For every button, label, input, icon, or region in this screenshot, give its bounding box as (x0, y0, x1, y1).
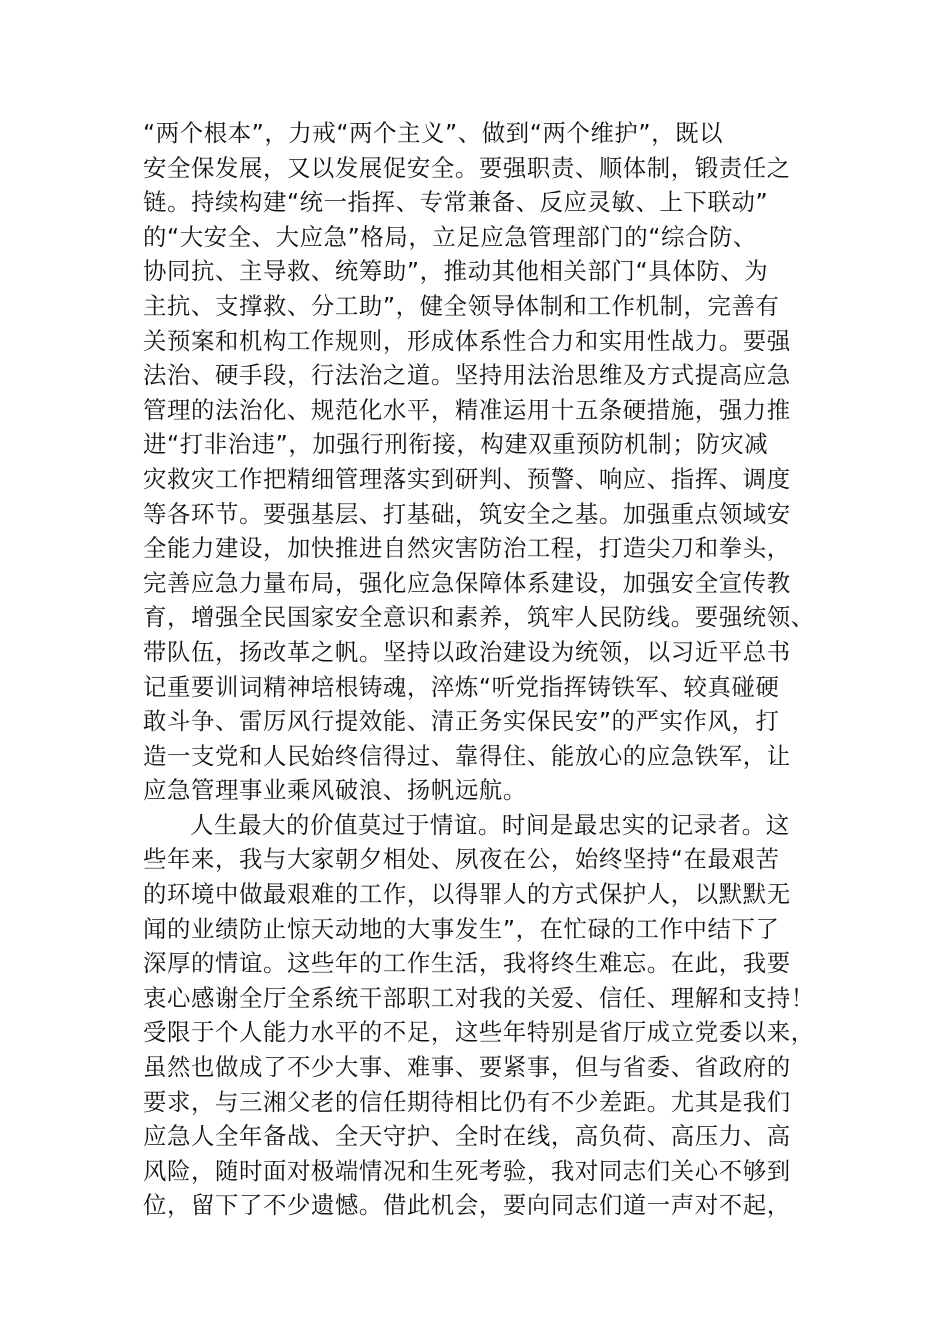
text-line: 闻的业绩防止惊天动地的大事发生”，在忙碌的工作中结下了 (143, 914, 780, 943)
text-line: 法治、硬手段，行法治之道。坚持用法治思维及方式提高应急 (143, 361, 791, 390)
text-line: 风险，随时面对极端情况和生死考验，我对同志们关心不够到 (143, 1156, 791, 1185)
text-line: 虽然也做成了不少大事、难事、要紧事，但与省委、省政府的 (143, 1053, 791, 1082)
text-line: 带队伍，扬改革之帆。坚持以政治建设为统领，以习近平总书 (143, 637, 791, 666)
text-line: 全能力建设，加快推进自然灾害防治工程，打造尖刀和拳头， (143, 534, 791, 563)
text-line: 要求，与三湘父老的信任期待相比仍有不少差距。尤其是我们 (143, 1087, 791, 1116)
text-line: 协同抗、主导救、统筹助”，推动其他相关部门“具体防、为 (143, 257, 769, 286)
text-line: 关预案和机构工作规则，形成体系性合力和实用性战力。要强 (143, 326, 791, 355)
text-line: 些年来，我与大家朝夕相处、夙夜在公，始终坚持“在最艰苦 (143, 845, 780, 874)
text-line: 记重要训词精神培根铸魂，淬炼“听党指挥铸铁军、较真碰硬 (143, 672, 780, 701)
text-line: 的“大安全、大应急”格局，立足应急管理部门的“综合防、 (143, 222, 757, 251)
text-line: 进“打非治违”，加强行刑衔接，构建双重预防机制；防灾减 (143, 430, 769, 459)
text-line: 主抗、支撑救、分工助”，健全领导体制和工作机制，完善有 (143, 291, 780, 320)
paragraph-first-line: 人生最大的价值莫过于情谊。时间是最忠实的记录者。这 (190, 810, 790, 839)
body-text (143, 116, 843, 1223)
text-line: 育，增强全民国家安全意识和素养，筑牢人民防线。要强统领、 (143, 603, 815, 632)
text-line: 等各环节。要强基层、打基础，筑安全之基。加强重点领域安 (143, 499, 791, 528)
text-line: 灾救灾工作把精细管理落实到研判、预警、响应、指挥、调度 (143, 464, 791, 493)
text-line: 应急管理事业乘风破浪、扬帆远航。 (143, 776, 527, 805)
text-line: 造一支党和人民始终信得过、靠得住、能放心的应急铁军，让 (143, 741, 791, 770)
text-line: 衷心感谢全厅全系统干部职工对我的关爱、信任、理解和支持！ (143, 983, 815, 1012)
text-line: 受限于个人能力水平的不足，这些年特别是省厅成立党委以来， (143, 1018, 815, 1047)
text-line: 敢斗争、雷厉风行提效能、清正务实保民安”的严实作风，打 (143, 707, 780, 736)
text-line: 深厚的情谊。这些年的工作生活，我将终生难忘。在此，我要 (143, 949, 791, 978)
text-line: 链。持续构建“统一指挥、专常兼备、反应灵敏、上下联动” (143, 188, 769, 217)
text-line: 位，留下了不少遗憾。借此机会，要向同志们道一声对不起， (143, 1191, 791, 1220)
text-line: 应急人全年备战、全天守护、全时在线，高负荷、高压力、高 (143, 1122, 791, 1151)
text-line: 的环境中做最艰难的工作，以得罪人的方式保护人，以默默无 (143, 880, 791, 909)
text-line: 管理的法治化、规范化水平，精准运用十五条硬措施，强力推 (143, 395, 791, 424)
text-line: 安全保发展，又以发展促安全。要强职责、顺体制，锻责任之 (143, 153, 791, 182)
text-line: 完善应急力量布局，强化应急保障体系建设，加强安全宣传教 (143, 568, 791, 597)
text-line: “两个根本”，力戒“两个主义”、做到“两个维护”，既以 (143, 119, 724, 147)
